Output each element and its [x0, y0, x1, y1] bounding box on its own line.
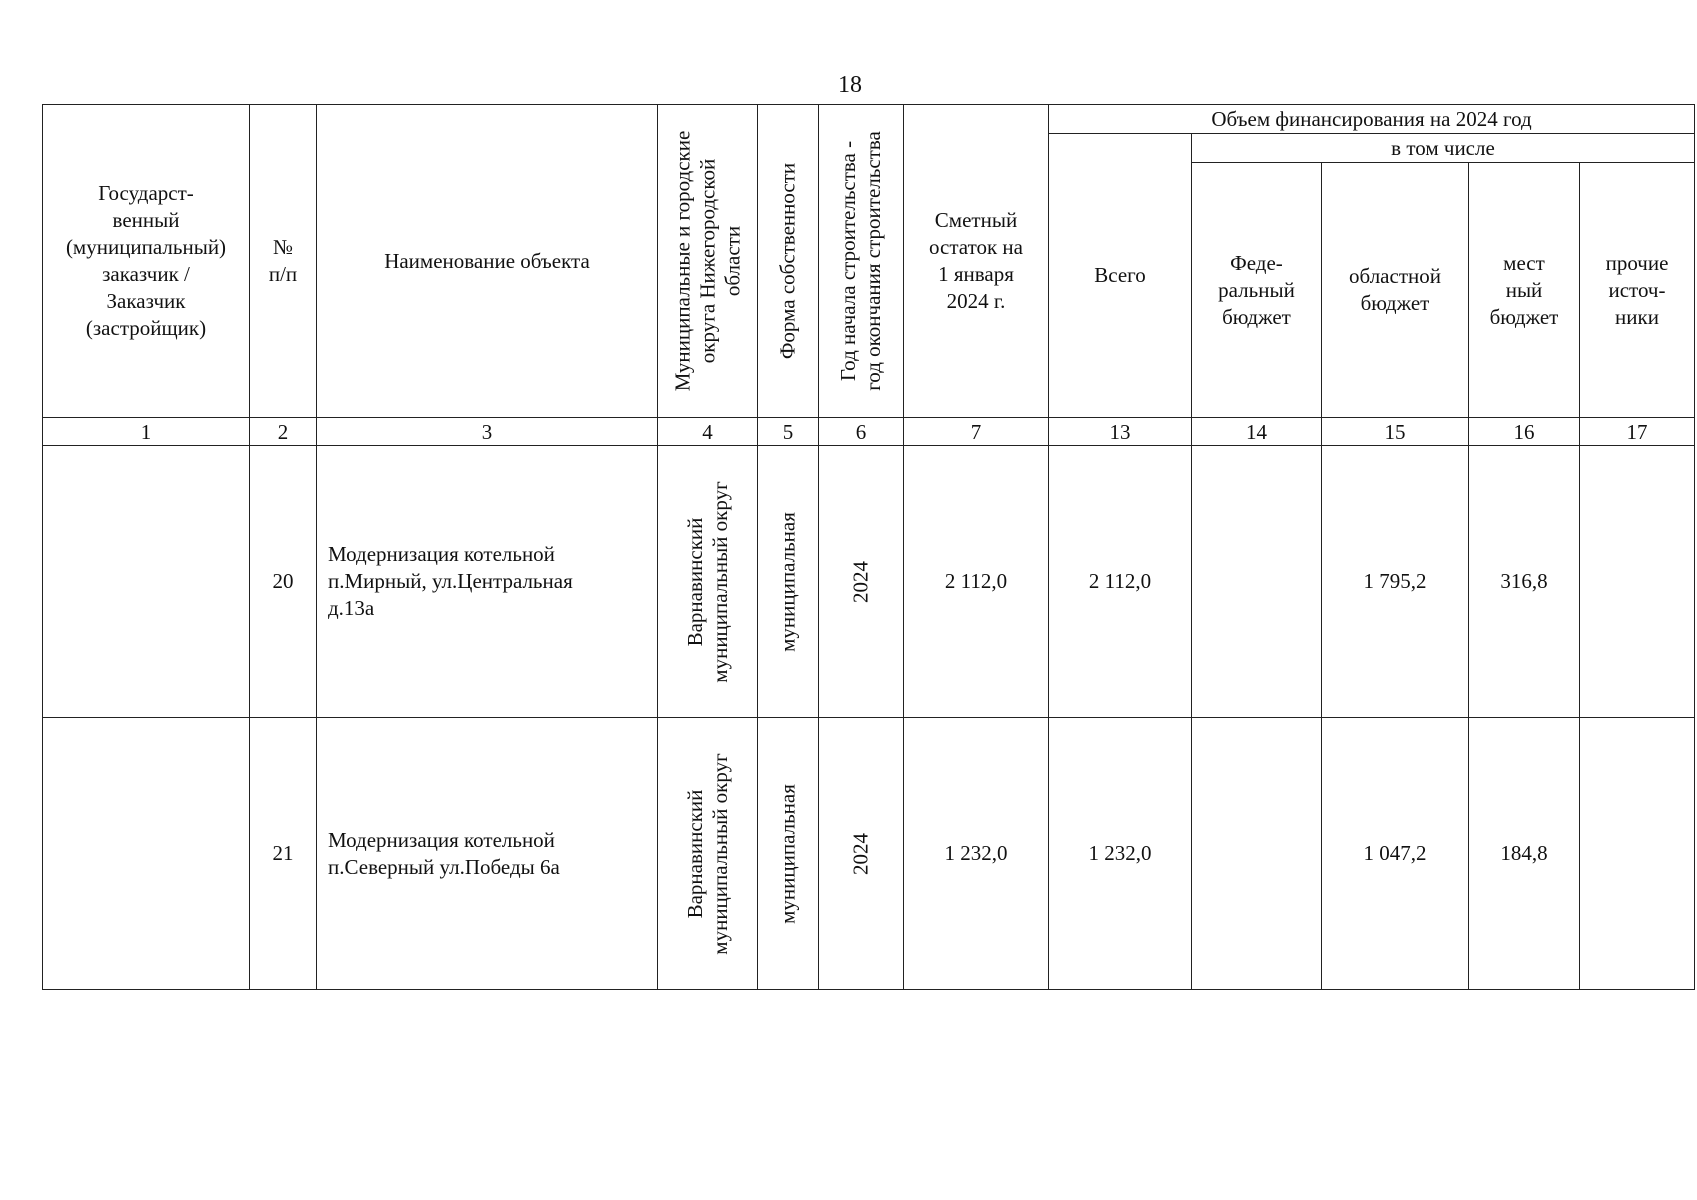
row-municipality: Варнавинский муниципальный округ [658, 718, 758, 990]
header-including: в том числе [1192, 134, 1695, 163]
header-funding-group: Объем финансирования на 2024 год [1049, 105, 1695, 134]
header-federal: Феде- ральный бюджет [1192, 163, 1322, 418]
col-index: 4 [658, 418, 758, 446]
col-index: 5 [758, 418, 819, 446]
header-regional: областной бюджет [1322, 163, 1469, 418]
header-row-1 [43, 105, 1695, 134]
row-estimate: 1 232,0 [904, 718, 1049, 990]
row-customer [43, 446, 250, 718]
header-years: Год начала строительства - год окончания строительства [819, 105, 904, 418]
col-index: 2 [250, 418, 317, 446]
col-index: 7 [904, 418, 1049, 446]
header-num: № п/п [250, 105, 317, 418]
row-years: 2024 [819, 446, 904, 718]
row-federal [1192, 446, 1322, 718]
row-total: 2 112,0 [1049, 446, 1192, 718]
col-index: 15 [1322, 418, 1469, 446]
financing-table [42, 104, 1695, 990]
row-other [1580, 446, 1695, 718]
col-index: 16 [1469, 418, 1580, 446]
row-object-name: Модернизация котельной п.Северный ул.Победы 6а [317, 718, 658, 990]
row-other [1580, 718, 1695, 990]
col-index: 13 [1049, 418, 1192, 446]
table-row [43, 718, 1695, 990]
header-local: мест ный бюджет [1469, 163, 1580, 418]
col-index: 1 [43, 418, 250, 446]
row-customer [43, 718, 250, 990]
row-num: 21 [250, 718, 317, 990]
col-index: 6 [819, 418, 904, 446]
header-total: Всего [1049, 134, 1192, 418]
header-object-name: Наименование объекта [317, 105, 658, 418]
row-municipality: Варнавинский муниципальный округ [658, 446, 758, 718]
row-local: 316,8 [1469, 446, 1580, 718]
table-row [43, 446, 1695, 718]
column-index-row [43, 418, 1695, 446]
row-years: 2024 [819, 718, 904, 990]
col-index: 17 [1580, 418, 1695, 446]
row-ownership: муниципальная [758, 718, 819, 990]
row-regional: 1 047,2 [1322, 718, 1469, 990]
row-regional: 1 795,2 [1322, 446, 1469, 718]
row-total: 1 232,0 [1049, 718, 1192, 990]
header-ownership: Форма собственности [758, 105, 819, 418]
header-other: прочие источ- ники [1580, 163, 1695, 418]
row-local: 184,8 [1469, 718, 1580, 990]
row-federal [1192, 718, 1322, 990]
col-index: 14 [1192, 418, 1322, 446]
row-num: 20 [250, 446, 317, 718]
row-estimate: 2 112,0 [904, 446, 1049, 718]
row-ownership: муниципальная [758, 446, 819, 718]
header-customer: Государст- венный (муниципальный) заказчик / Заказчик (застройщик) [43, 105, 250, 418]
page-number: 18 [838, 72, 862, 98]
header-municipality: Муниципальные и городские округа Нижегородской области [658, 105, 758, 418]
header-estimate: Сметный остаток на 1 января 2024 г. [904, 105, 1049, 418]
row-object-name: Модернизация котельной п.Мирный, ул.Центральная д.13а [317, 446, 658, 718]
col-index: 3 [317, 418, 658, 446]
